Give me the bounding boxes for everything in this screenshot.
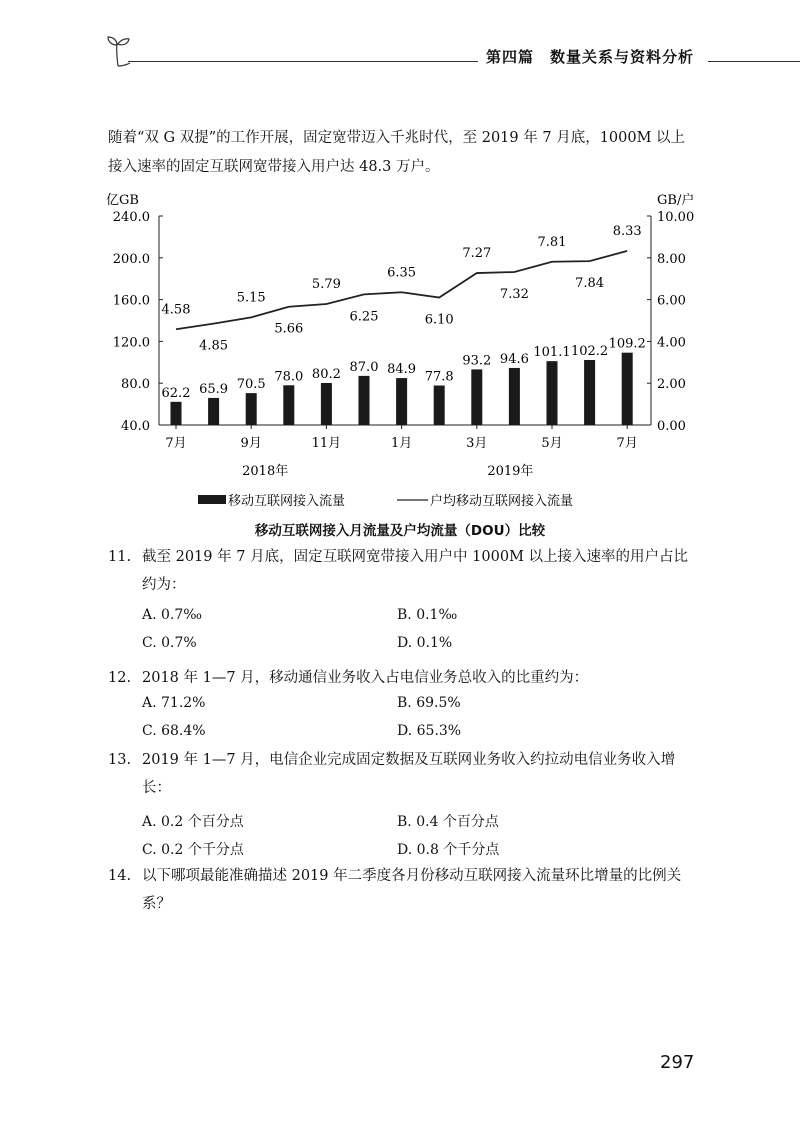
line-value-label: 7.81 — [537, 234, 567, 250]
left-tick-label: 200.0 — [112, 251, 150, 267]
question-stem: 2018 年 1—7 月，移动通信业务收入占电信业务总收入的比重约为： — [142, 670, 589, 686]
line-value-label: 5.15 — [236, 290, 266, 306]
bar — [283, 385, 294, 425]
left-tick-label: 160.0 — [112, 293, 150, 309]
year-label: 2019年 — [487, 464, 534, 479]
bar — [622, 353, 633, 425]
page-header — [0, 30, 800, 70]
bar — [321, 383, 332, 425]
header-rule-left — [128, 61, 478, 62]
option-d[interactable]: D. 0.8 个千分点 — [397, 842, 500, 858]
left-tick-label: 80.0 — [121, 377, 150, 393]
bar — [471, 369, 482, 425]
option-d[interactable]: D. 0.1% — [397, 635, 453, 651]
bar-value-label: 77.8 — [424, 369, 454, 385]
bar-value-label: 94.6 — [499, 351, 529, 367]
bar-value-label: 65.9 — [199, 381, 229, 397]
x-tick-label: 7月 — [165, 436, 187, 451]
x-tick-label: 5月 — [541, 436, 563, 451]
line-value-label: 8.33 — [612, 223, 642, 239]
sprout-icon — [104, 32, 132, 68]
option-b[interactable]: B. 0.1‰ — [397, 607, 458, 623]
question-stem: 截至 2019 年 7 月底，固定互联网宽带接入用户中 1000M 以上接入速率的用户占比约为： — [142, 549, 689, 593]
line-value-label: 7.84 — [575, 276, 605, 292]
bar — [208, 398, 219, 425]
option-c[interactable]: C. 68.4% — [142, 723, 206, 739]
bar-value-label: 109.2 — [608, 336, 646, 352]
bar — [434, 385, 445, 425]
question-number: 13. — [108, 752, 132, 768]
option-b[interactable]: B. 69.5% — [397, 695, 461, 711]
bar-value-label: 78.0 — [274, 369, 304, 385]
right-tick-label: 6.00 — [657, 293, 686, 309]
question-12 — [108, 664, 698, 692]
bar — [509, 368, 520, 425]
x-tick-label: 1月 — [390, 436, 413, 451]
option-b[interactable]: B. 0.4 个百分点 — [397, 814, 499, 830]
option-a[interactable]: A. 0.7‰ — [142, 607, 203, 623]
bar-value-label: 102.2 — [570, 344, 609, 360]
bar-value-label: 87.0 — [349, 359, 379, 375]
legend-bar-swatch — [198, 495, 226, 504]
option-c[interactable]: C. 0.2 个千分点 — [142, 842, 244, 858]
bar-value-label: 93.2 — [462, 353, 492, 369]
right-tick-label: 0.00 — [657, 419, 686, 434]
bar-value-label: 101.1 — [533, 345, 571, 361]
question-stem: 以下哪项最能准确描述 2019 年二季度各月份移动互联网接入流量环比增量的比例关系？ — [142, 868, 682, 912]
x-tick-label: 3月 — [466, 436, 488, 451]
right-axis-label: GB/户 — [657, 193, 695, 208]
line-value-label: 6.25 — [349, 309, 379, 325]
question-number: 14. — [108, 868, 132, 884]
left-axis-label: 亿GB — [106, 193, 139, 208]
bar — [396, 378, 407, 425]
line-value-label: 6.10 — [424, 312, 454, 328]
x-tick-label: 11月 — [311, 436, 342, 451]
year-label: 2018年 — [242, 464, 289, 479]
chart-title: 移动互联网接入月流量及户均流量（DOU）比较 — [254, 523, 546, 539]
page-number: 297 — [660, 1052, 695, 1073]
legend-line-label: 户均移动互联网接入流量 — [430, 494, 574, 509]
right-tick-label: 2.00 — [657, 377, 686, 393]
option-c[interactable]: C. 0.7% — [142, 635, 197, 651]
x-tick-label: 7月 — [616, 436, 638, 451]
line-value-label: 5.66 — [274, 321, 304, 337]
question-14 — [108, 862, 698, 918]
option-a[interactable]: A. 0.2 个百分点 — [142, 814, 244, 830]
question-13 — [108, 746, 698, 802]
option-d[interactable]: D. 65.3% — [397, 723, 462, 739]
line-value-label: 6.35 — [387, 265, 417, 281]
question-stem: 2019 年 1—7 月，电信企业完成固定数据及互联网业务收入约拉动电信业务收入增长： — [142, 752, 676, 796]
bar-value-label: 80.2 — [311, 366, 341, 382]
left-tick-label: 240.0 — [112, 210, 150, 225]
bar — [171, 402, 182, 425]
line-value-label: 7.27 — [462, 246, 492, 262]
bar-value-label: 70.5 — [236, 377, 266, 393]
line-value-label: 5.79 — [311, 276, 341, 292]
traffic-chart — [100, 186, 700, 516]
right-tick-label: 10.00 — [657, 210, 695, 225]
bar — [359, 376, 370, 425]
question-11 — [108, 543, 698, 599]
intro-paragraph: 随着“双 G 双提”的工作开展，固定宽带迈入千兆时代，至 2019 年 7 月底，1000M 以上接入速率的固定互联网宽带接入用户达 48.3 万户。 — [108, 130, 686, 175]
left-tick-label: 120.0 — [112, 335, 150, 351]
header-rule-right — [708, 61, 800, 62]
line-value-label: 4.85 — [199, 338, 229, 354]
option-a[interactable]: A. 71.2% — [142, 695, 206, 711]
header-title: 第四篇 数量关系与资料分析 — [486, 48, 695, 66]
bar-value-label: 84.9 — [387, 362, 417, 378]
bar — [584, 360, 595, 425]
right-tick-label: 4.00 — [657, 335, 686, 351]
question-number: 11. — [108, 549, 132, 565]
question-number: 12. — [108, 670, 132, 686]
bar — [246, 393, 257, 425]
left-tick-label: 40.0 — [121, 419, 150, 434]
legend-bar-label: 移动互联网接入流量 — [228, 494, 346, 509]
bar — [547, 361, 558, 425]
line-value-label: 7.32 — [499, 287, 529, 303]
x-tick-label: 9月 — [240, 436, 262, 451]
right-tick-label: 8.00 — [657, 251, 686, 267]
line-value-label: 4.58 — [161, 302, 191, 318]
bar-value-label: 62.2 — [161, 385, 191, 401]
